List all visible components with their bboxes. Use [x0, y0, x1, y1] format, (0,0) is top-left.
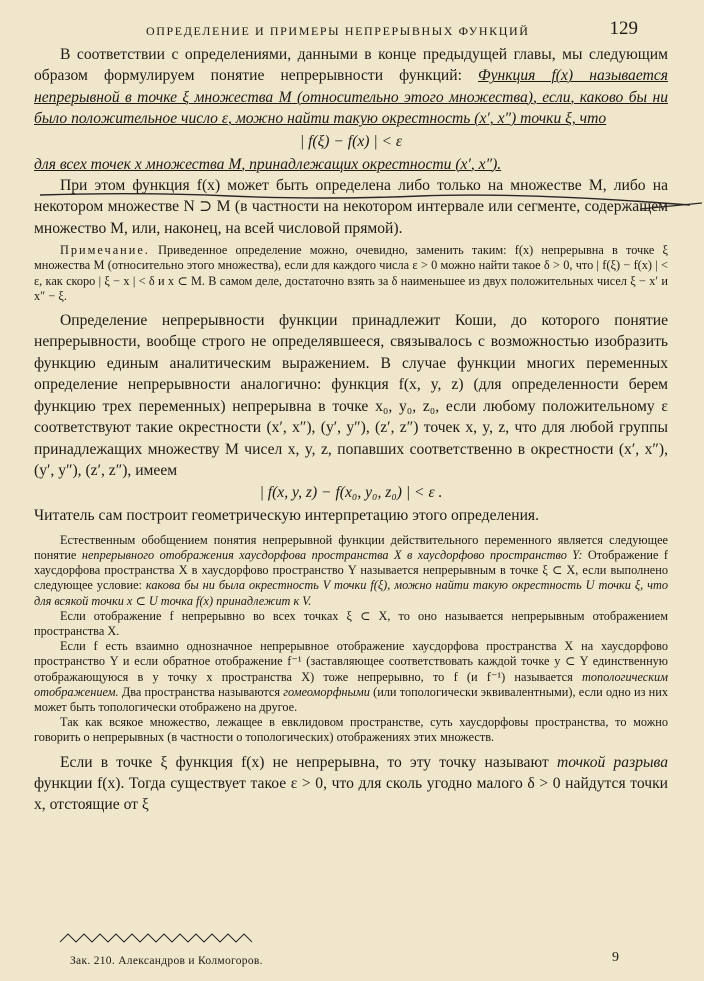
definition-statement: Функция f(x) называется непрерывной в точке ξ множества M (относительно этого множества), если, каково бы ни было положительное число ε, можно найти такую окрестность (x′, x″) точки ξ, что — [34, 67, 668, 128]
note-label: Примечание. — [60, 243, 150, 258]
paragraph-cauchy: Определение непрерывности функции принадлежит Коши, до которого понятие непрерывности, вообще строго не определявшееся, связывалось с возможностью изобразить функцию единым аналитическим выражением. В случае функции многих переменных определение непрерывности аналогично: функция f(x, y, z) (для определенности берем функцию трех переменных) непрерывна в точке x₀, y₀, z₀, если любому положительному ε соответствуют такие окрестности (x′, x″), (y′, y″), (z′, z″) точек x, y, z, что для любой группы принадлежащих множеству M чисел x, y, z, попавших соответственно в окрестности (x′, x″), (y′, y″), (z′, z″), имеем — [34, 312, 668, 479]
topological-lead: Если f есть взаимно однозначное непрерывное отображение хаусдорфова пространства X на хаусдорфово пространство Y и если обратное отображение f⁻¹ (заставляющее соответствовать каждой точке y ⊂ Y единственную отображающуюся в y точку x пространства X) тоже непрерывно, то f (и f⁻¹) называется — [34, 639, 668, 684]
formula-several-variables: | f(x, y, z) − f(x₀, y₀, z₀) | < ε . — [259, 484, 443, 502]
signature-mark: 9 — [612, 950, 619, 965]
formula-continuity: | f(ξ) − f(x) | < ε — [299, 132, 403, 150]
paragraph-continuous-map: Если отображение f непрерывно во всех точках ξ ⊂ X, то оно называется непрерывным отображением пространства X. — [34, 608, 668, 638]
homeomorphic-lead: Два пространства называются — [121, 684, 280, 699]
paragraph-discontinuity — [34, 752, 668, 816]
body-text — [34, 44, 668, 816]
topological-term: топологическим отображением. — [34, 669, 668, 699]
homeomorphic-term: гомеоморфными — [283, 684, 370, 699]
note-text: Приведенное определение можно, очевидно, заменить таким: f(x) непрерывна в точке ξ множества M (относительно этого множества), если для каждого числа ε > 0 можно найти такое δ > 0, что | f(ξ) − f(x) | < ε, как скоро | ξ − x | < δ и x ⊂ M. В самом деле, достаточно взять за δ наименьшее из двух положительных чисел ξ − x′ и x″ − ξ. — [34, 243, 669, 303]
page-number: 129 — [609, 18, 638, 39]
hausdorff-definition: Отображение f хаусдорфова пространства X в хаусдорфово пространство Y называется непрерывным в точке ξ ⊂ X, если выполнено следующее условие: — [34, 547, 668, 593]
paragraph-euclidean: Так как всякое множество, лежащее в евклидовом пространстве, суть хаусдорфовы пространства, то можно говорить о непрерывных (в частности о топологических) отображениях этих множеств. — [34, 715, 668, 745]
paragraph-hausdorff — [34, 533, 668, 609]
hausdorff-condition: какова бы ни была окрестность V точки f(ξ), можно найти такую окрестность U точки ξ, что для всякой точки x ⊂ U точка f(x) принадлежит к V. — [34, 578, 669, 608]
definition-paragraph — [34, 44, 668, 130]
running-title: ОПРЕДЕЛЕНИЕ И ПРИМЕРЫ НЕПРЕРЫВНЫХ ФУНКЦИЙ — [146, 24, 530, 38]
hausdorff-term: непрерывного отображения хаусдорфова пространства X в хаусдорфово пространство Y: — [81, 547, 583, 562]
definition-lead: В соответствии с определениями, данными в конце предыдущей главы, мы следующим образом формулируем понятие непрерывности функций: — [34, 46, 668, 85]
discontinuity-lead: Если в точке ξ функция f(x) не непрерывна, то эту точку называют — [60, 753, 549, 771]
footer-imprint: Зак. 210. Александров и Колмогоров. — [70, 955, 263, 967]
discontinuity-term: точкой разрыва — [556, 753, 669, 771]
definition-tail: для всех точек x множества M, принадлежащих окрестности (x′, x″). — [34, 155, 502, 173]
paragraph-domain: При этом функция f(x) может быть определена либо только на множестве M, либо на некотором множестве N ⊃ M (в частности на некотором интервале или сегменте, содержащем множество M, или, наконец, на всей числовой прямой). — [34, 177, 668, 237]
paragraph-reader: Читатель сам построит геометрическую интерпретацию этого определения. — [34, 507, 539, 525]
homeomorphic-tail: (или топологически эквивалентными), если одно из них может быть топологически отображено на другое. — [34, 684, 668, 714]
note-paragraph — [34, 243, 668, 304]
paragraph-topological-map — [34, 639, 668, 715]
running-header — [34, 14, 668, 44]
discontinuity-tail: функции f(x). Тогда существует такое ε > 0, что для сколь угодно малого δ > 0 найдутся точки x, отстоящие от ξ — [34, 774, 668, 814]
hausdorff-lead: Естественным обобщением понятия непрерывной функции действительного переменного является следующее понятие — [34, 532, 668, 562]
